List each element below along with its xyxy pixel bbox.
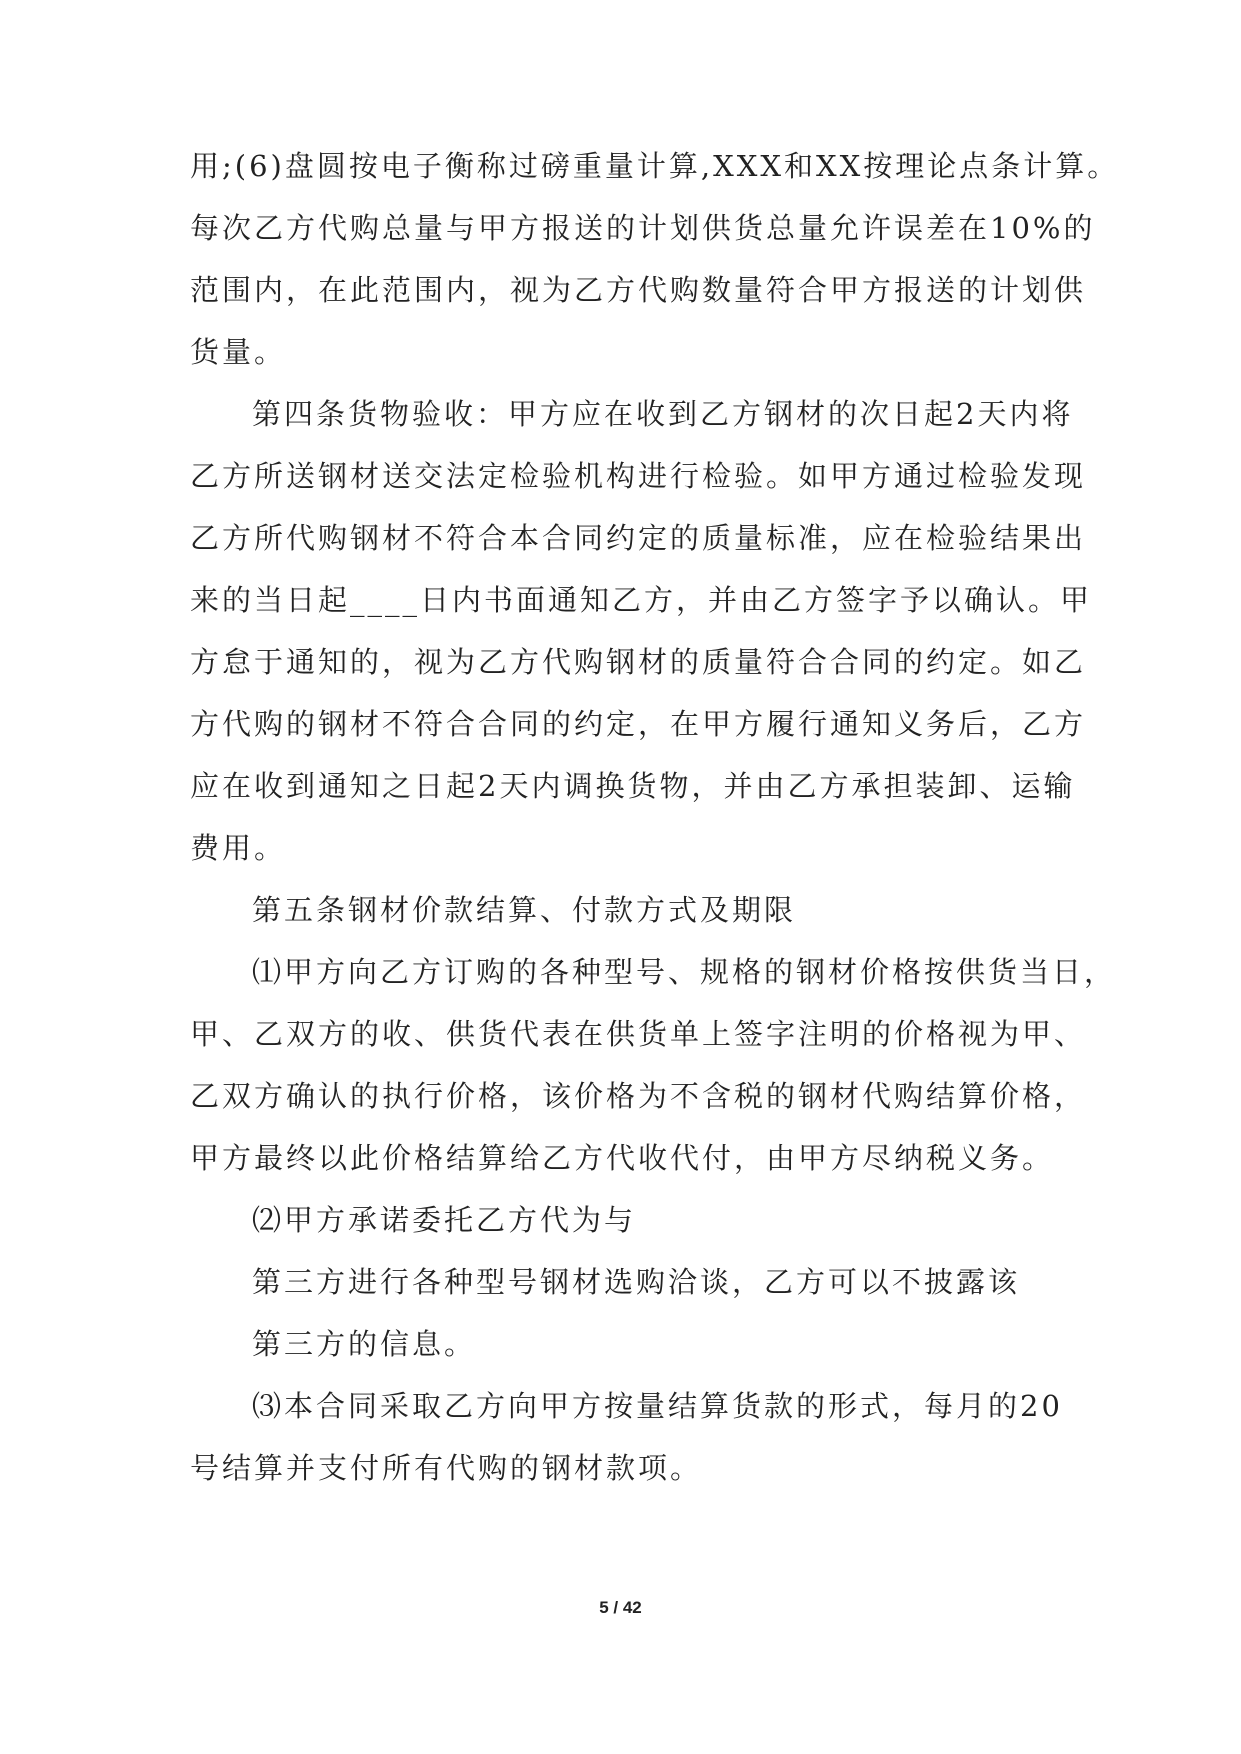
article-heading-5: 第五条钢材价款结算、付款方式及期限 bbox=[252, 893, 797, 927]
clause-2: ⑵甲方承诺委托乙方代为与 bbox=[252, 1203, 637, 1237]
page-number: 5 / 42 bbox=[599, 1598, 642, 1617]
body-line: 第三方进行各种型号钢材选购洽谈，乙方可以不披露该 bbox=[252, 1265, 1021, 1299]
body-line: 甲、乙双方的收、供货代表在供货单上签字注明的价格视为甲、 bbox=[190, 1017, 1087, 1051]
body-line: 号结算并支付所有代购的钢材款项。 bbox=[190, 1451, 703, 1485]
body-line: 货量。 bbox=[190, 335, 287, 369]
body-line: 乙方所代购钢材不符合本合同约定的质量标准，应在检验结果出 bbox=[190, 521, 1087, 555]
body-line: 乙双方确认的执行价格，该价格为不含税的钢材代购结算价格， bbox=[190, 1079, 1087, 1113]
clause-1: ⑴甲方向乙方订购的各种型号、规格的钢材价格按供货当日， bbox=[252, 955, 1117, 989]
body-line: 用;(6)盘圆按电子衡称过磅重量计算,XXX和XX按理论点条计算。 bbox=[190, 149, 1120, 183]
body-line: 费用。 bbox=[190, 831, 287, 865]
clause-3: ⑶本合同采取乙方向甲方按量结算货款的形式，每月的20 bbox=[252, 1389, 1063, 1423]
body-line: 乙方所送钢材送交法定检验机构进行检验。如甲方通过检验发现 bbox=[190, 459, 1087, 493]
body-line: 范围内，在此范围内，视为乙方代购数量符合甲方报送的计划供 bbox=[190, 273, 1087, 307]
body-line: 方怠于通知的，视为乙方代购钢材的质量符合合同的约定。如乙 bbox=[190, 645, 1087, 679]
body-line: 每次乙方代购总量与甲方报送的计划供货总量允许误差在10%的 bbox=[190, 211, 1096, 245]
body-line: 应在收到通知之日起2天内调换货物，并由乙方承担装卸、运输 bbox=[190, 769, 1076, 803]
body-line: 第三方的信息。 bbox=[252, 1327, 477, 1361]
article-heading-4: 第四条货物验收：甲方应在收到乙方钢材的次日起2天内将 bbox=[252, 397, 1074, 431]
body-line: 方代购的钢材不符合合同的约定，在甲方履行通知义务后，乙方 bbox=[190, 707, 1087, 741]
body-line: 甲方最终以此价格结算给乙方代收代付，由甲方尽纳税义务。 bbox=[190, 1141, 1055, 1175]
body-line: 来的当日起____日内书面通知乙方，并由乙方签字予以确认。甲 bbox=[190, 583, 1093, 617]
